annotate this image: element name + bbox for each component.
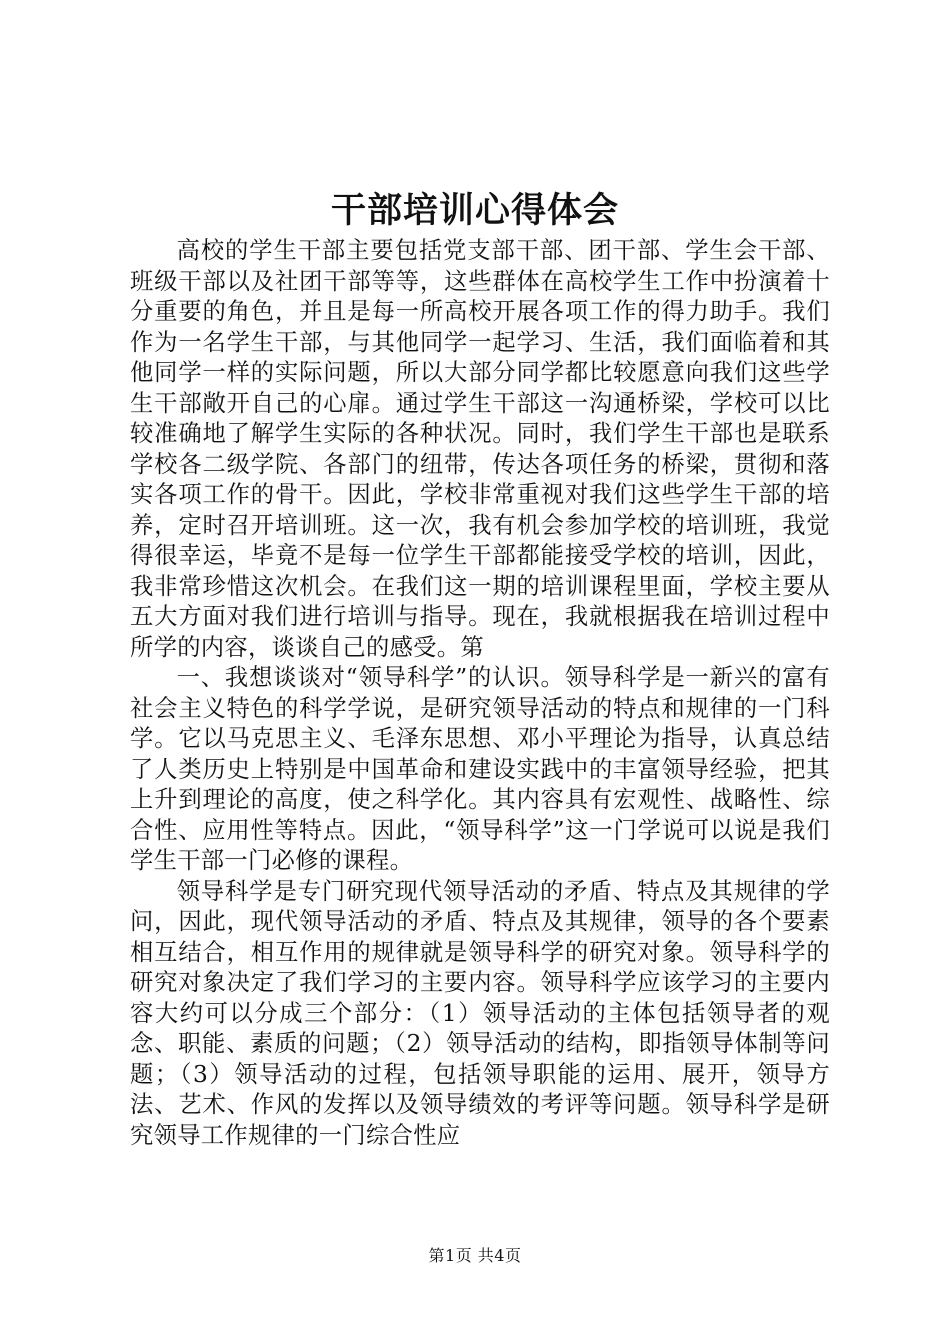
document-title: 干部培训心得体会 [330,190,619,231]
paragraph-leadership-science: 一、我想谈谈对“领导科学”的认识。领导科学是一新兴的富有社会主义特色的科学学说，是研究领导活动的特点和规律的一门科学。它以马克思主义、毛泽东思想、邓小平理论为指导，认真总结了人类历史上特别是中国革命和建设实践中的丰富领导经验，把其上升到理论的高度，使之科学化。其内容具有宏观性、战略性、综合性、应用性等特点。因此，“领导科学”这一门学说可以说是我们学生干部一门必修的课程。 [130,664,830,874]
paragraph-research-object: 领导科学是专门研究现代领导活动的矛盾、特点及其规律的学问，因此，现代领导活动的矛盾、特点及其规律，领导的各个要素相互结合，相互作用的规律就是领导科学的研究对象。领导科学的研究对象决定了我们学习的主要内容。领导科学应该学习的主要内容大约可以分成三个部分：（1）领导活动的主体包括领导者的观念、职能、素质的问题；（2）领导活动的结构，即指领导体制等问题；（3）领导活动的过程，包括领导职能的运用、展开，领导方法、艺术、作风的发挥以及领导绩效的考评等问题。领导科学是研究领导工作规律的一门综合性应 [130,877,830,1149]
document-body [130,236,830,1151]
page-number-footer: 第1页 共4页 [428,1246,522,1265]
paragraph-intro: 高校的学生干部主要包括党支部干部、团干部、学生会干部、班级干部以及社团干部等等，这些群体在高校学生工作中扮演着十分重要的角色，并且是每一所高校开展各项工作的得力助手。我们作为一名学生干部，与其他同学一起学习、生活，我们面临着和其他同学一样的实际问题，所以大部分同学都比较愿意向我们这些学生干部敞开自己的心扉。通过学生干部这一沟通桥梁，学校可以比较准确地了解学生实际的各种状况。同时，我们学生干部也是联系学校各二级学院、各部门的纽带，传达各项任务的桥梁，贯彻和落实各项工作的骨干。因此，学校非常重视对我们这些学生干部的培养，定时召开培训班。这一次，我有机会参加学校的培训班，我觉得很幸运，毕竟不是每一位学生干部都能接受学校的培训，因此，我非常珍惜这次机会。在我们这一期的培训课程里面，学校主要从五大方面对我们进行培训与指导。现在，我就根据我在培训过程中所学的内容，谈谈自己的感受。第 [130,237,830,661]
